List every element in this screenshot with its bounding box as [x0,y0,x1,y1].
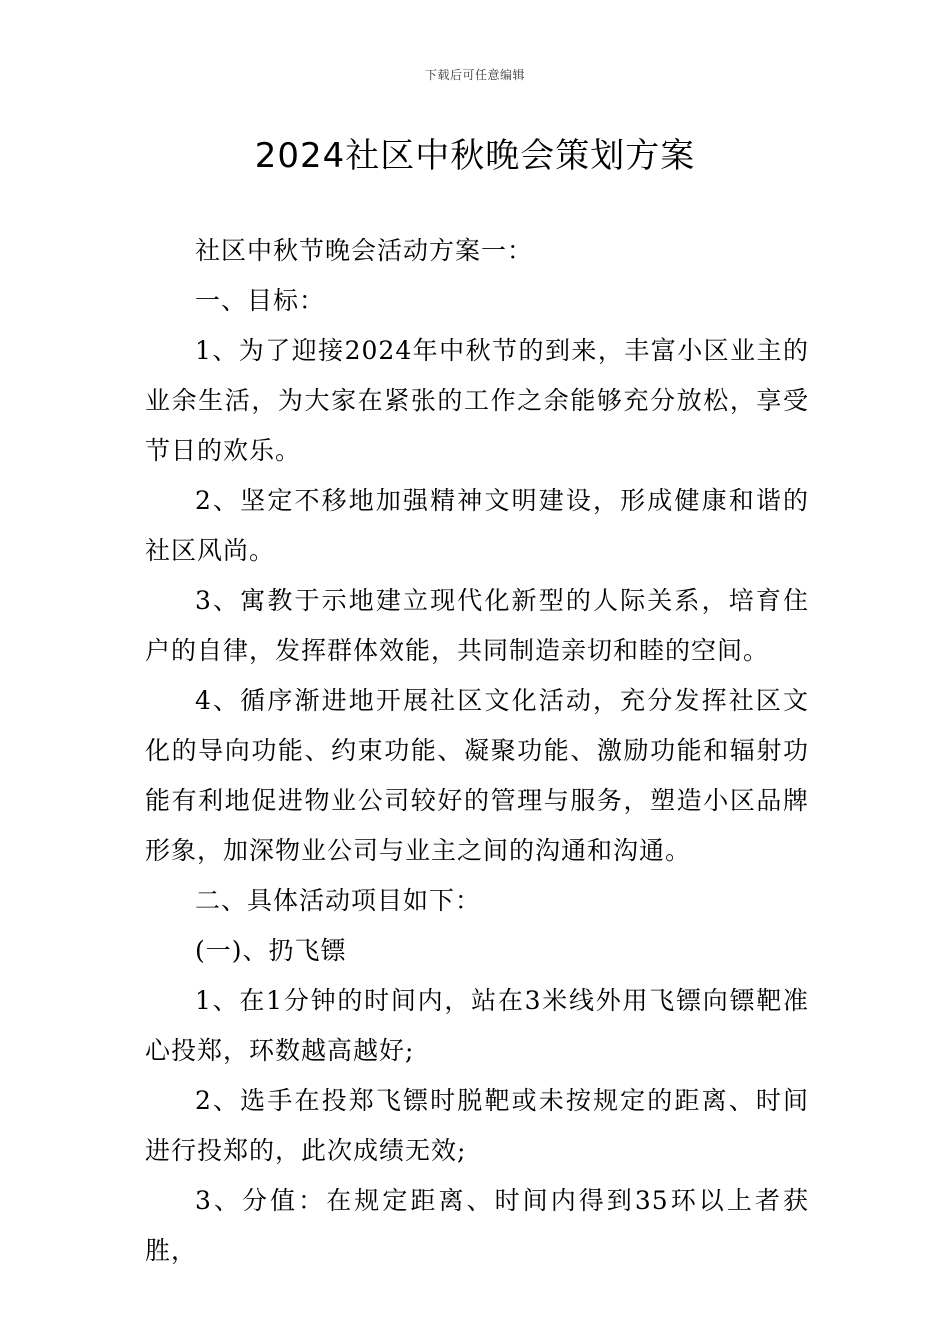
paragraph: (一)、扔飞镖 [195,936,347,965]
paragraph: 3、分值：在规定距离、时间内得到35环以上者获胜， [145,1186,809,1265]
paragraph: 2、坚定不移地加强精神文明建设，形成健康和谐的社区风尚。 [145,486,809,565]
paragraph: 社区中秋节晚会活动方案一： [195,236,534,265]
paragraph: 一、目标： [195,286,326,315]
document-body [145,226,809,1276]
paragraph: 2、选手在投郑飞镖时脱靶或未按规定的距离、时间进行投郑的，此次成绩无效; [145,1086,809,1165]
paragraph: 3、寓教于示地建立现代化新型的人际关系，培育住户的自律，发挥群体效能，共同制造亲切和睦的空间。 [145,586,809,665]
paragraph: 1、为了迎接2024年中秋节的到来，丰富小区业主的业余生活，为大家在紧张的工作之余能够充分放松，享受节日的欢乐。 [145,336,809,465]
paragraph: 1、在1分钟的时间内，站在3米线外用飞镖向镖靶准心投郑，环数越高越好; [145,986,809,1065]
page-title: 2024社区中秋晚会策划方案 [254,136,696,176]
paragraph: 4、循序渐进地开展社区文化活动，充分发挥社区文化的导向功能、约束功能、凝聚功能、激励功能和辐射功能有利地促进物业公司较好的管理与服务，塑造小区品牌形象，加深物业公司与业主之间的沟通和沟通。 [145,686,809,865]
paragraph: 二、具体活动项目如下： [195,886,482,915]
header-note: 下载后可任意编辑 [424,68,525,82]
